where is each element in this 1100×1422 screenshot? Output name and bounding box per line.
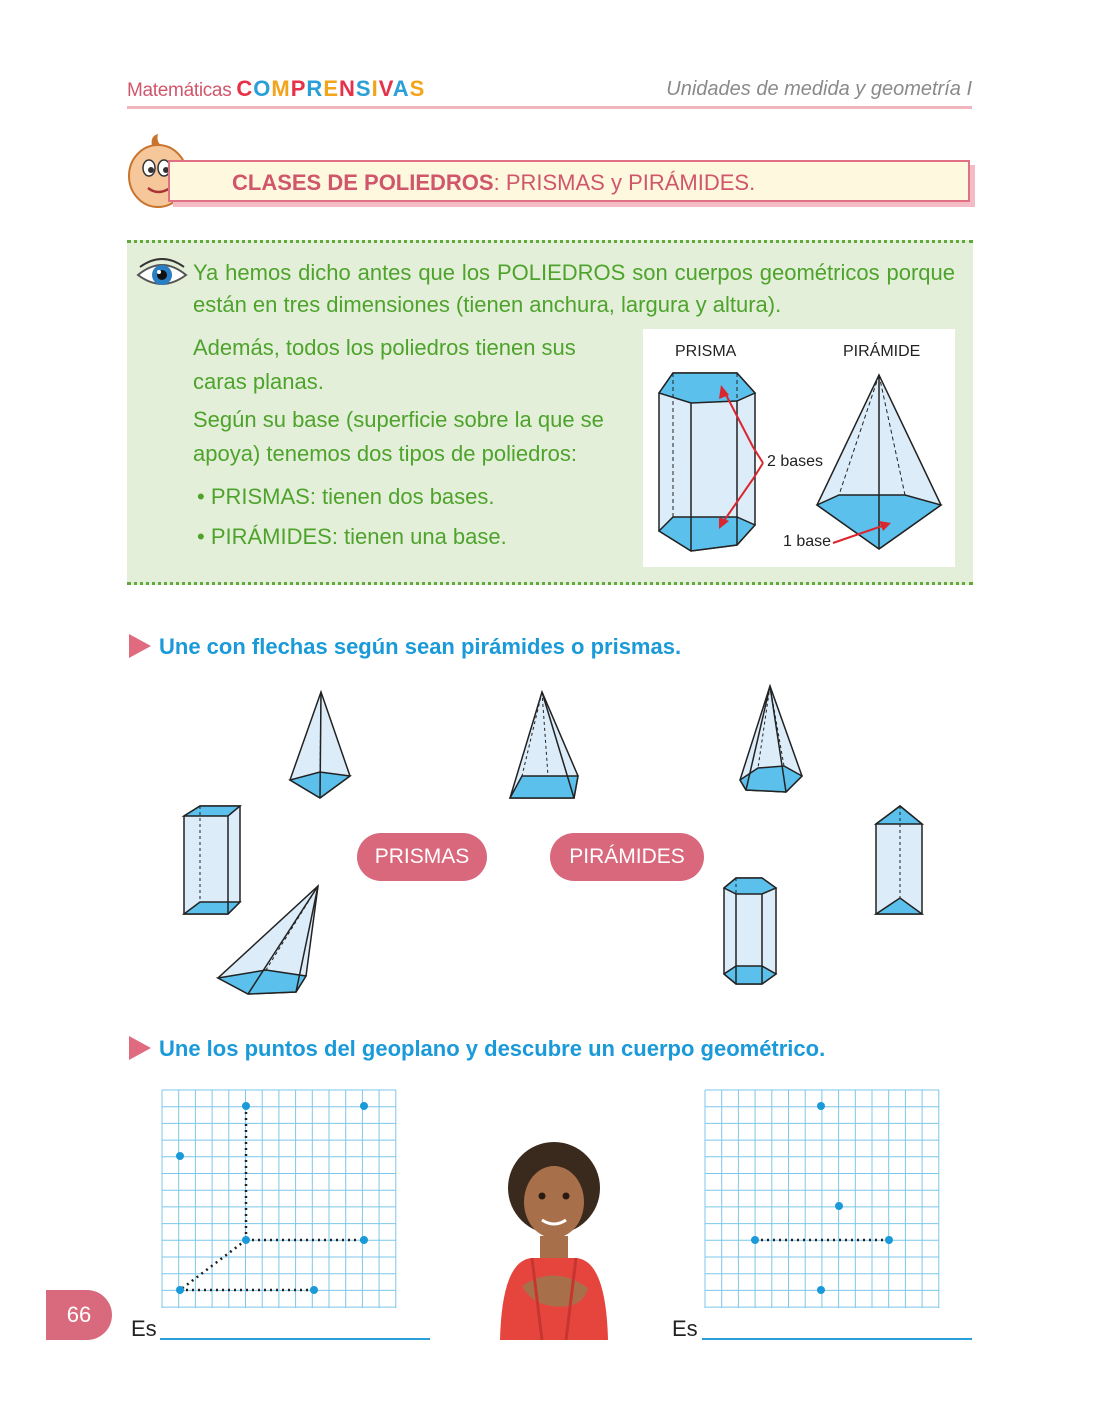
brand-letter: P	[290, 76, 307, 101]
geoplane-left[interactable]	[160, 1088, 400, 1310]
answer-line-right[interactable]	[702, 1338, 972, 1340]
pyramid-label: PIRÁMIDE	[843, 343, 921, 360]
brand-letter: S	[409, 76, 426, 101]
brand-logo	[236, 76, 425, 101]
brand-letter: I	[371, 76, 379, 101]
brand-letter: N	[339, 76, 356, 101]
brand-letter: O	[253, 76, 272, 101]
rectangular-prism[interactable]	[184, 806, 240, 914]
triangular-pyramid[interactable]	[290, 692, 350, 798]
intro-text: Ya hemos dicho antes que los POLIEDROS son cuerpos geométricos porque están en tres dimensiones (tienen anchura, largura y altura).	[193, 260, 955, 317]
triangular-prism[interactable]	[876, 806, 922, 914]
page-number: 66	[46, 1290, 112, 1340]
brand-letter: V	[378, 76, 393, 101]
brand-letter: C	[236, 76, 254, 101]
geoplane-points	[176, 1102, 368, 1294]
dotted-lines	[180, 1106, 364, 1290]
faces-text: Además, todos los poliedros tienen sus caras planas.	[193, 335, 576, 394]
brand-letter: E	[323, 76, 339, 101]
geoplane-right[interactable]	[703, 1088, 943, 1310]
answer-label-right: Es	[672, 1316, 698, 1341]
info-box	[127, 240, 973, 585]
section-title: CLASES DE POLIEDROS: PRISMAS y PIRÁMIDES.	[232, 170, 756, 195]
girl-photo	[492, 1140, 614, 1340]
square-pyramid[interactable]	[510, 692, 578, 798]
bullet-arrow-icon	[129, 634, 151, 658]
brand-letter: R	[306, 76, 324, 101]
answer-line-left[interactable]	[160, 1338, 430, 1340]
pentagonal-pyramid[interactable]	[740, 686, 802, 792]
two-bases-label: 2 bases	[767, 453, 824, 470]
header-unit: Unidades de medida y geometría I	[666, 78, 972, 100]
brand-letter: S	[355, 76, 372, 101]
bullet-pyramids: • PIRÁMIDES: tienen una base.	[197, 524, 507, 549]
hexagonal-prism[interactable]	[724, 878, 776, 984]
grid-lines	[162, 1090, 396, 1308]
grid-lines	[705, 1090, 939, 1308]
pyramids-target[interactable]: PIRÁMIDES	[550, 833, 704, 881]
prism-pyramid-diagram	[643, 329, 955, 567]
section-title-box	[168, 160, 970, 202]
one-base-label: 1 base	[783, 533, 832, 550]
eye-icon	[135, 257, 189, 291]
brand-letter: M	[271, 76, 291, 101]
bullet-arrow-icon	[129, 1036, 151, 1060]
pyramid-shape	[817, 375, 941, 549]
header-subject: Matemáticas COMPRENSIVAS	[127, 76, 426, 101]
header-rule	[127, 106, 972, 109]
exercise1-instruction: Une con flechas según sean pirámides o prismas.	[129, 634, 681, 660]
exercise2-instruction: Une los puntos del geoplano y descubre un cuerpo geométrico.	[129, 1036, 825, 1062]
bullet-prisms: • PRISMAS: tienen dos bases.	[197, 484, 495, 509]
diagram-shapes	[643, 329, 955, 567]
prisms-target[interactable]: PRISMAS	[357, 833, 487, 881]
prism-label: PRISMA	[675, 343, 737, 360]
prism-shape	[659, 373, 755, 551]
brand-letter: A	[392, 76, 410, 101]
base-types-text: Según su base (superficie sobre la que se apoya) tenemos dos tipos de poliedros:	[193, 407, 604, 466]
answer-label-left: Es	[131, 1316, 157, 1341]
